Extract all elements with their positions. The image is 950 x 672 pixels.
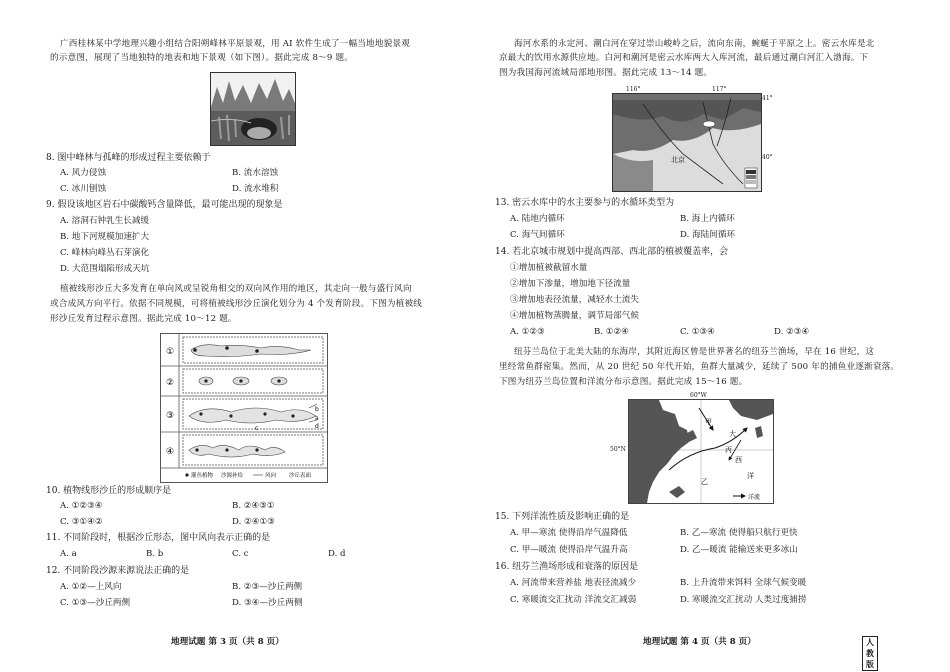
legend-dune-surface: 沙丘表面	[289, 473, 312, 479]
dune-label-c: c	[255, 425, 259, 432]
q15-option-b[interactable]: B. 乙—寒流 使得船只航行更快	[680, 528, 798, 538]
q10-option-a[interactable]: A. ①②③④	[60, 501, 103, 511]
q14-option-a[interactable]: A. ①②③	[510, 327, 545, 337]
q14-option-d[interactable]: D. ②③④	[774, 327, 810, 337]
q9-option-c[interactable]: C. 峰林向峰丛石芽演化	[60, 248, 150, 258]
intro-13-14-line1: 海河水系的永定河、潮白河在穿过崇山峻岭之后，流向东南，蜿蜒于平原之上。密云水库是北	[514, 39, 875, 49]
q16-option-b[interactable]: B. 上升流带来饵料 全球气候变暖	[680, 578, 807, 588]
q14-option-b[interactable]: B. ①②④	[594, 327, 629, 337]
intro-8-9-line2: 的示意图，展现了当地独特的地表和地下景观（如下图）。据此完成 8～9 题。	[50, 53, 354, 63]
map-lon-116: 116°	[626, 86, 641, 93]
map2-label-yi: 乙	[701, 478, 708, 486]
intro-13-14-line3: 图为我国海河流域局部地形图。据此完成 13～14 题。	[499, 68, 713, 78]
map2-label-bing: 丙	[725, 446, 732, 454]
q14-option-c[interactable]: C. ①③④	[680, 327, 715, 337]
q12-option-b[interactable]: B. ②③—沙丘两侧	[232, 582, 303, 592]
q11-option-d[interactable]: D. d	[328, 549, 346, 559]
q16-option-c[interactable]: C. 寒暖流交汇扰动 洋流交汇减弱	[510, 595, 637, 605]
q8-stem: 8. 图中峰林与孤峰的形成过程主要依赖于	[46, 153, 211, 163]
q9-stem: 9. 假设该地区岩石中碳酸钙含量降低，最可能出现的现象是	[46, 200, 283, 210]
q13-stem: 13. 密云水库中的水主要参与的水循环类型为	[495, 198, 675, 208]
q8-option-a[interactable]: A. 风力侵蚀	[60, 168, 107, 178]
dune-stage-label-1: ①	[165, 347, 175, 357]
q16-stem: 16. 纽芬兰渔场形成和衰落的原因是	[495, 562, 639, 572]
q9-option-d[interactable]: D. 大范围塌陷形成天坑	[60, 264, 150, 274]
q11-option-b[interactable]: B. b	[146, 549, 164, 559]
intro-13-14-line2: 京最大的饮用水源供应地。白河和潮河是密云水库两大入库河流，最后通过潮白河汇入渤海。下	[499, 53, 869, 63]
intro-10-12-line1: 植被线形沙丘大多发育在单向风或呈锐角相交的双向风作用的地区，其走向一般与盛行风向	[60, 284, 412, 294]
haihe-topographic-map	[612, 93, 762, 192]
map2-label-xi: 西	[735, 456, 742, 464]
q14-item-2: ②增加下渗量，增加地下径流量	[510, 279, 631, 289]
q14-item-1: ①增加植被截留水量	[510, 263, 588, 273]
dune-stage-label-4: ④	[165, 447, 175, 457]
q11-option-a[interactable]: A. a	[60, 549, 77, 559]
q11-option-c[interactable]: C. c	[232, 549, 249, 559]
q10-option-d[interactable]: D. ②④①③	[232, 517, 275, 527]
q12-option-c[interactable]: C. ①③—沙丘两侧	[60, 598, 131, 608]
intro-10-12-line3: 形沙丘发育过程示意图。据此完成 10～12 题。	[50, 314, 237, 324]
left-footer: 地理试题 第 3 页（共 8 页）	[171, 637, 284, 647]
dune-stage-label-3: ③	[165, 411, 175, 421]
q9-option-b[interactable]: B. 地下河规模加速扩大	[60, 232, 150, 242]
q8-option-b[interactable]: B. 流水溶蚀	[232, 168, 279, 178]
q15-option-a[interactable]: A. 甲—寒流 使得沿岸气温降低	[510, 528, 628, 538]
dune-stages-figure	[160, 333, 328, 483]
q10-option-b[interactable]: B. ②④③①	[232, 501, 275, 511]
q13-option-b[interactable]: B. 海上内循环	[680, 214, 735, 224]
legend-shrub: 灌丛植物	[191, 473, 214, 479]
q14-item-3: ③增加地表径流量，减轻水土流失	[510, 295, 639, 305]
intro-15-16-line1: 纽芬兰岛位于北美大陆的东海岸，其附近海区曾是世界著名的纽芬兰渔场，早在 16 世纪，这	[514, 347, 875, 357]
intro-10-12-line2: 或合成风方向平行。依据不同规模，可将植被线形沙丘演化划分为 4 个发育阶段。下图为植被线	[50, 299, 423, 309]
q16-option-a[interactable]: A. 河流带来营养盐 地表径流减少	[510, 578, 637, 588]
q13-option-a[interactable]: A. 陆地内循环	[510, 214, 565, 224]
right-footer: 地理试题 第 4 页（共 8 页）	[643, 637, 756, 647]
map-lat-41: 41°	[762, 95, 773, 102]
q8-option-c[interactable]: C. 冰川刨蚀	[60, 184, 107, 194]
karst-landscape-image	[210, 72, 296, 146]
map-lat-40: 40°	[762, 154, 773, 161]
legend-wind: 风向	[265, 473, 277, 479]
dune-label-b: b	[315, 406, 319, 413]
q8-option-d[interactable]: D. 流水堆积	[232, 184, 279, 194]
q11-stem: 11. 不同阶段时，根据沙丘形态，图中风向表示正确的是	[46, 533, 271, 543]
q14-stem: 14. 若北京城市规划中提高西部、西北部的植被覆盖率，会	[495, 247, 729, 257]
map2-label-jia: 甲	[705, 418, 712, 426]
dune-label-d: d	[315, 423, 319, 430]
map2-lat-50n: 50°N	[610, 446, 626, 453]
intro-15-16-line2: 里经常鱼群密集。然而，从 20 世纪 50 年代开始，鱼群大量减少，延续了 500 年的捕鱼业逐渐衰落。	[499, 362, 900, 372]
q15-option-c[interactable]: C. 甲—暖流 使得沿岸气温升高	[510, 545, 628, 555]
map2-label-da: 大	[729, 430, 736, 438]
q10-option-c[interactable]: C. ③①④②	[60, 517, 103, 527]
legend-sand-supply: 沙源补给	[221, 473, 244, 479]
edition-badge: 人教版	[862, 636, 878, 671]
q13-option-c[interactable]: C. 海气间循环	[510, 230, 565, 240]
q13-option-d[interactable]: D. 海陆间循环	[680, 230, 736, 240]
map-lon-117: 117°	[712, 86, 727, 93]
q16-option-d[interactable]: D. 寒暖流交汇扰动 人类过度捕捞	[680, 595, 807, 605]
dune-stage-label-2: ②	[165, 378, 175, 388]
q15-stem: 15. 下列洋流性质及影响正确的是	[495, 512, 630, 522]
intro-8-9-line1: 广西桂林某中学地理兴趣小组结合阳朔峰林平原景观，用 AI 软件生成了一幅当地地貌景观	[60, 39, 411, 49]
map2-lon-60w: 60°W	[690, 392, 707, 399]
intro-15-16-line3: 下图为纽芬兰岛位置和洋流分布示意图。据此完成 15～16 题。	[499, 377, 748, 387]
q12-option-d[interactable]: D. ③④—沙丘两侧	[232, 598, 303, 608]
map-label-beijing: 北京	[671, 156, 685, 164]
q12-option-a[interactable]: A. ①②—上风向	[60, 582, 122, 592]
q14-item-4: ④增加植物蒸腾量，调节局部气候	[510, 311, 639, 321]
q10-stem: 10. 植物线形沙丘的形成顺序是	[46, 486, 172, 496]
q9-option-a[interactable]: A. 溶洞石钟乳生长减缓	[60, 216, 150, 226]
q12-stem: 12. 不同阶段沙源来源说法正确的是	[46, 566, 190, 576]
map2-legend-current: 洋流	[748, 494, 761, 501]
newfoundland-current-map	[628, 399, 774, 504]
q15-option-d[interactable]: D. 乙—暖流 能输送来更多冰山	[680, 545, 798, 555]
map2-label-yang: 洋	[747, 472, 754, 480]
dune-label-a: a	[315, 415, 319, 422]
